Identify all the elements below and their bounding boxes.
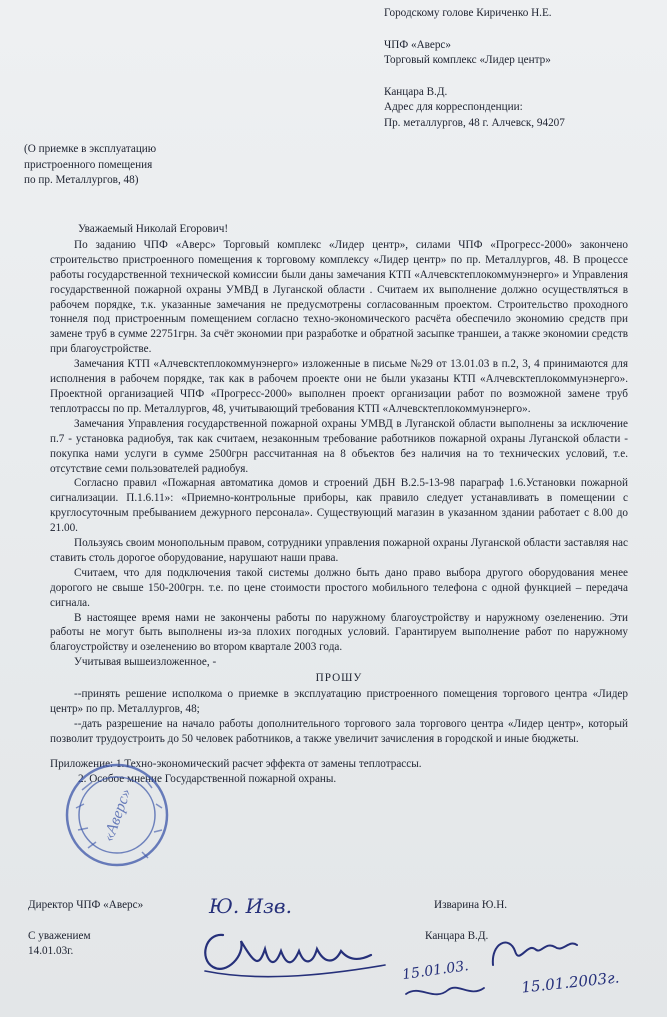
paragraph: Согласно правил «Пожарная автоматика домов и строений ДБН В.2.5-13-98 параграф 1.6.Установки пожарной сигнализации. П.1.6.11»: «Приемно-контрольные приборы, как правило следует устанавливать в помещении с круглосуточным пребыванием дежурного персонала». Существующий магазин в указанном здании работает с 8.00 до 21.00.: [50, 477, 628, 535]
addressee-line: Торговый комплекс «Лидер центр»: [384, 54, 551, 66]
round-seal-stamp: [62, 760, 172, 870]
subject-line: пристроенного помещения: [24, 158, 153, 171]
paragraph: Замечания КТП «Алчевсктеплокоммунэнерго» изложенные в письме №29 от 13.01.03 в п.2, 3, 4 принимаются для исполнения в рабочем порядке, так как в рабочем проекте они не были указаны КТП «Алчевсктеплокоммунэнерго». Проектной организацией ЧПФ «Прогресс-2000» выполнен проект организации работ по возможной замене труб теплотрассы по пр. Металлургов, 48, учитывающий требования КТП «Алчевсктеплокоммунэнерго».: [50, 358, 628, 415]
paragraph: Замечания Управления государственной пожарной охраны УМВД в Луганской области выполнены за исключение п.7 - установка радиобуя, так как считаем, незаконным требование работников пожарной охраны Луганской области - покупка нами услуги в сумме 2500грн рассчитанная на 8 объектов без наличия на то технических условий, т.е. отсутствие семи пользователей радиобуя.: [50, 417, 628, 475]
paragraph: Пользуясь своим монопольным правом, сотрудники управления пожарной охраны Луганской области заставляя нас ставить столь дорогое оборудование, нарушают наши права.: [50, 537, 628, 564]
signer-name-izvarina: Изварина Ю.Н.: [434, 899, 508, 911]
kantsara-date-text: 15.01.2003г.: [520, 968, 621, 997]
director-title: Директор ЧПФ «Аверс»: [28, 899, 144, 911]
letter-body: [50, 222, 628, 787]
greeting: Уважаемый Николай Егорович!: [78, 223, 229, 235]
stamp-text: «Аверс»: [100, 786, 135, 844]
subject-line: (О приемке в эксплуатацию: [24, 143, 157, 155]
subject-line: по пр. Металлургов, 48): [24, 174, 139, 186]
addressee-line: ЧПФ «Аверс»: [384, 38, 451, 51]
request-item: --дать разрешение на начало работы дополнительного торгового зала торгового центра «Лидер центр», который позволит трудоустроить до 50 человек работников, а также увеличит зачисления в городской и иные бюджеты.: [50, 717, 628, 745]
paragraph: В настоящее время нами не закончены работы по наружному благоустройству и наружному озеленению. Эти работы не могут быть выполнены из-за плохих погодных условий. Гарантируем выполнение работ по наружному благоустройству и озеленению во втором квартале 2003 года.: [50, 611, 628, 654]
addressee-line: Канцара В.Д.: [384, 85, 448, 98]
paragraph: Учитывая вышеизложенное, -: [74, 656, 217, 669]
handwritten-note-text: Ю. Изв.: [209, 894, 292, 918]
signature-scribble: [195, 915, 395, 985]
paragraph: По заданию ЧПФ «Аверс» Торговый комплекс «Лидер центр», силами ЧПФ «Прогресс-2000» закончено строительство пристроенного помещения к торговому комплексу «Лидер центр» по пр. Металлургов, 48. В процессе работы государственной технической комиссии были даны замечания КТП «Алчевсктеплокоммунэнерго» и Управления государственной пожарной охраны УМВД в Луганской области . Считаем их выполнение должно осуществляться в рабочем порядке, т.к. указанные замечания не предусмотрены согласованным проектом. Строительство проходного тоннеля под пристроенным помещением согласно техно-экономического расчёта обеспечило экономию средств при замене труб в сумме 22751грн. За счёт экономии при разработке и обратной засыпке траншеи, а также экономии средств при благоустройстве.: [50, 238, 628, 356]
letter-date: 14.01.03г.: [28, 945, 74, 957]
kantsara-signature: [485, 925, 660, 1005]
signer-name-kantsara: Канцара В.Д.: [425, 930, 489, 942]
addressee-line: Городскому голове Кириченко Н.Е.: [384, 7, 552, 19]
request-heading: ПРОШУ: [315, 672, 363, 685]
closing-respect: С уважением: [28, 930, 91, 942]
paragraph: Считаем, что для подключения такой системы должно быть дано право выбора другого оборудования менее дорогого не свыше 150-200грн. т.е. по цене стоимости простого мобильного телефона с одной функцией – передача сигнала.: [50, 566, 628, 609]
addressee-block: [384, 6, 662, 131]
attachment-line: Приложение: 1.Техно-экономический расчет эффекта от замены теплотрассы.: [50, 757, 422, 770]
handwritten-date-text: 15.01.03.: [401, 958, 470, 984]
request-item: --принять решение исполкома о приемке в эксплуатацию пристроенного помещения торгового центра «Лидер центр» по пр. Металлургов, 48;: [50, 688, 628, 715]
subject-block: [24, 142, 224, 189]
attachment-line: 2. Особое мнение Государственной пожарной охраны.: [78, 772, 337, 785]
addressee-line: Пр. металлургов, 48 г. Алчевск, 94207: [384, 116, 565, 129]
addressee-line: Адрес для корреспонденции:: [384, 101, 523, 113]
